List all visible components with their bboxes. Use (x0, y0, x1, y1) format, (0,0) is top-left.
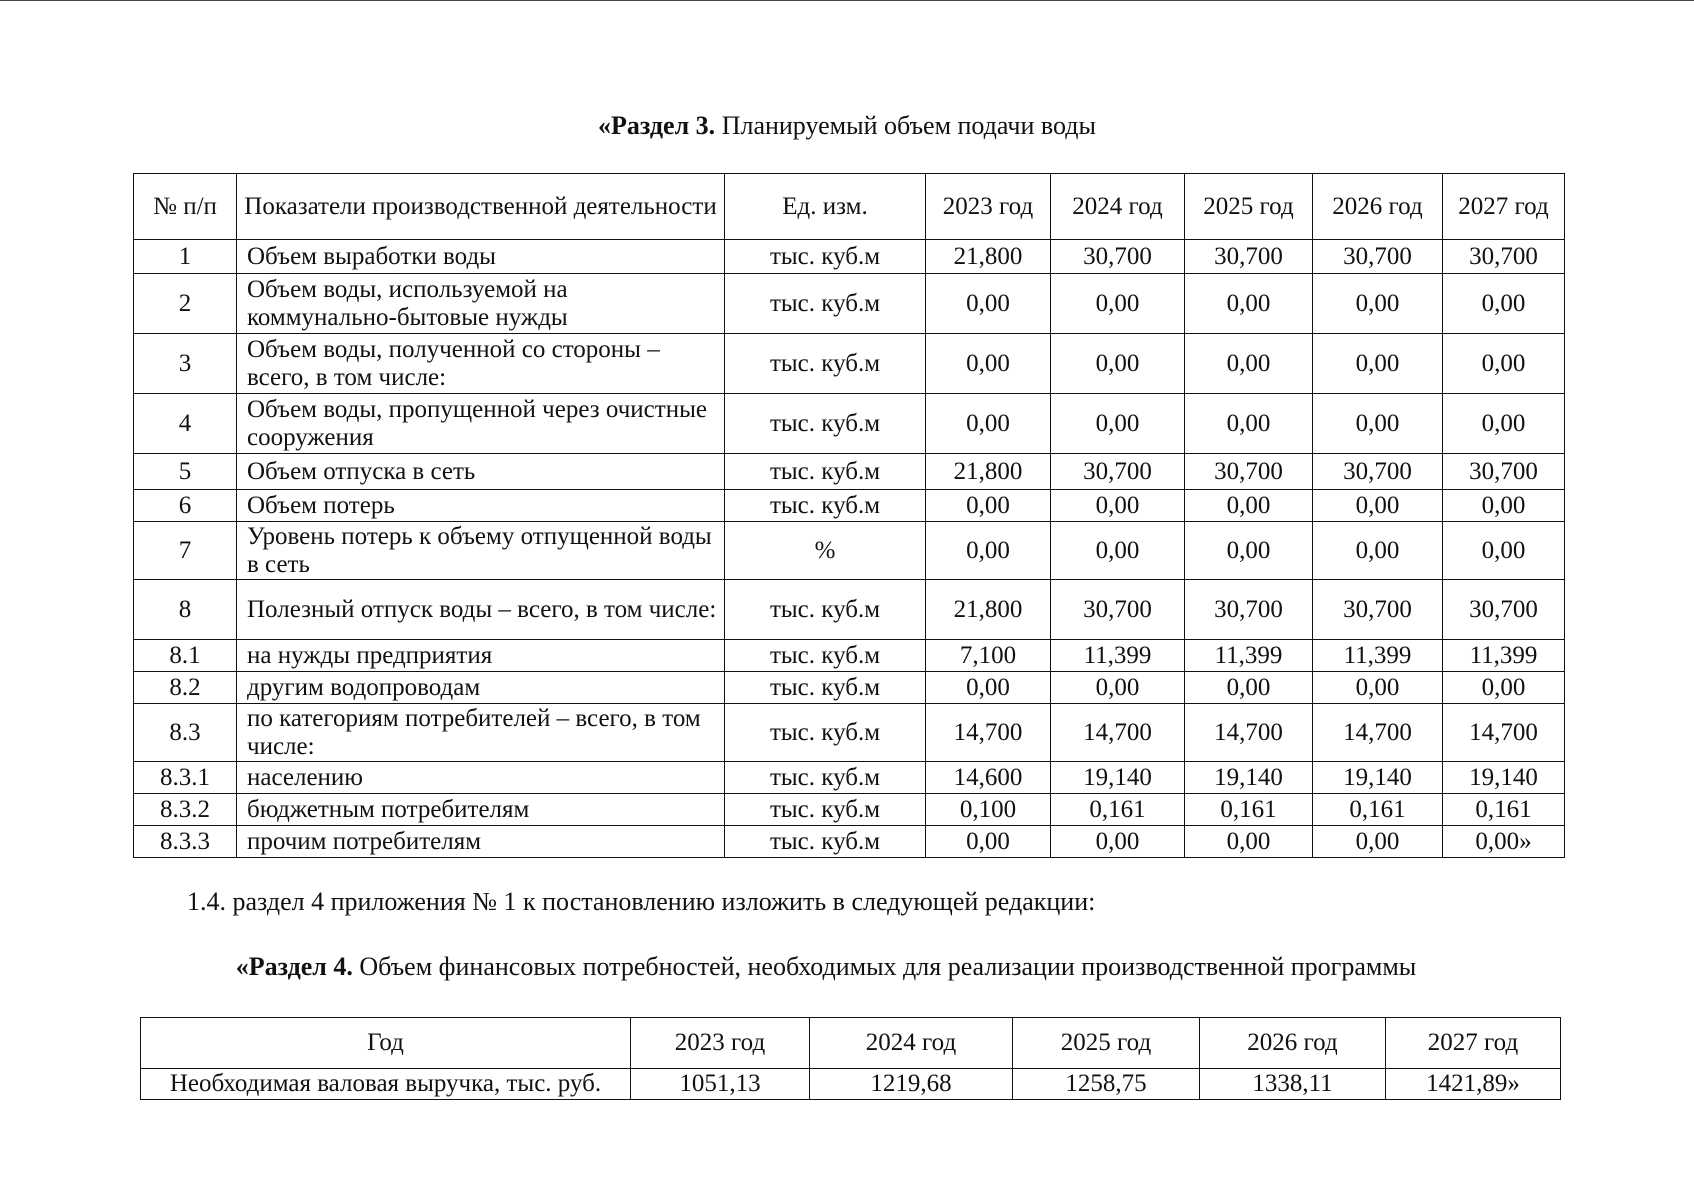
section4-header-2026: 2026 год (1200, 1018, 1386, 1069)
row-value: 0,100 (926, 794, 1051, 826)
row-value: 0,161 (1185, 794, 1313, 826)
table-row (134, 826, 1565, 858)
row-unit: тыс. куб.м (725, 826, 926, 858)
row-value: 19,140 (1185, 762, 1313, 794)
row-value: 0,00 (1051, 672, 1185, 704)
section4-header-2025: 2025 год (1013, 1018, 1200, 1069)
row-indicator: населению (237, 762, 725, 794)
row-value: 19,140 (1051, 762, 1185, 794)
section4-header-year: Год (141, 1018, 631, 1069)
row-value: 0,00» (1443, 826, 1565, 858)
row-value: 30,700 (1313, 580, 1443, 640)
section4-revenue-2027: 1421,89» (1386, 1069, 1561, 1100)
row-value: 21,800 (926, 240, 1051, 274)
section4-heading-bold: «Раздел 4. (235, 952, 353, 981)
row-value: 30,700 (1185, 580, 1313, 640)
row-value: 0,00 (1051, 522, 1185, 580)
col-header-num: № п/п (134, 174, 237, 240)
row-value: 0,00 (926, 672, 1051, 704)
table-row (134, 794, 1565, 826)
row-value: 11,399 (1313, 640, 1443, 672)
row-unit: тыс. куб.м (725, 490, 926, 522)
row-value: 14,600 (926, 762, 1051, 794)
row-value: 7,100 (926, 640, 1051, 672)
row-unit: тыс. куб.м (725, 762, 926, 794)
row-value: 0,00 (926, 490, 1051, 522)
row-value: 14,700 (1185, 704, 1313, 762)
row-value: 0,00 (1443, 490, 1565, 522)
row-unit: тыс. куб.м (725, 704, 926, 762)
row-value: 0,00 (926, 826, 1051, 858)
table-row (134, 394, 1565, 454)
row-value: 14,700 (1443, 704, 1565, 762)
row-value: 11,399 (1051, 640, 1185, 672)
row-value: 19,140 (1313, 762, 1443, 794)
row-value: 0,00 (1443, 394, 1565, 454)
row-value: 0,00 (1185, 490, 1313, 522)
row-number: 2 (134, 274, 237, 334)
top-rule (0, 0, 1694, 1)
row-number: 8.3.2 (134, 794, 237, 826)
table-row (134, 640, 1565, 672)
row-value: 11,399 (1443, 640, 1565, 672)
row-unit: тыс. куб.м (725, 394, 926, 454)
row-unit: тыс. куб.м (725, 454, 926, 490)
col-header-2025: 2025 год (1185, 174, 1313, 240)
row-value: 0,00 (926, 394, 1051, 454)
row-value: 0,00 (1185, 522, 1313, 580)
row-indicator: Уровень потерь к объему отпущенной воды в сеть (237, 522, 725, 580)
col-header-indicator: Показатели производственной деятельности (237, 174, 725, 240)
row-unit: тыс. куб.м (725, 274, 926, 334)
row-value: 0,161 (1051, 794, 1185, 826)
row-indicator: другим водопроводам (237, 672, 725, 704)
row-value: 0,00 (1313, 274, 1443, 334)
row-value: 0,00 (1443, 274, 1565, 334)
row-value: 30,700 (1185, 454, 1313, 490)
row-value: 0,00 (1313, 490, 1443, 522)
row-value: 0,00 (1313, 522, 1443, 580)
table-row (134, 580, 1565, 640)
section4-header-2027: 2027 год (1386, 1018, 1561, 1069)
section4-revenue-row (141, 1069, 1561, 1100)
section4-table (140, 1017, 1561, 1100)
table-row (134, 522, 1565, 580)
row-value: 21,800 (926, 454, 1051, 490)
row-value: 30,700 (1443, 580, 1565, 640)
row-value: 0,00 (1051, 274, 1185, 334)
table-row (134, 672, 1565, 704)
row-number: 8 (134, 580, 237, 640)
section3-heading-bold: «Раздел 3. (598, 111, 716, 140)
row-unit: тыс. куб.м (725, 794, 926, 826)
row-number: 7 (134, 522, 237, 580)
col-header-unit: Ед. изм. (725, 174, 926, 240)
row-number: 4 (134, 394, 237, 454)
row-value: 0,00 (1051, 490, 1185, 522)
row-value: 0,00 (1185, 672, 1313, 704)
section4-heading (0, 952, 1673, 982)
row-value: 0,00 (1185, 826, 1313, 858)
col-header-2023: 2023 год (926, 174, 1051, 240)
table-row (134, 490, 1565, 522)
section3-heading-text: Планируемый объем подачи воды (715, 111, 1096, 140)
row-indicator: бюджетным потребителям (237, 794, 725, 826)
row-value: 30,700 (1313, 240, 1443, 274)
row-indicator: Объем воды, используемой на коммунально-бытовые нужды (237, 274, 725, 334)
row-value: 0,161 (1443, 794, 1565, 826)
row-indicator: Объем выработки воды (237, 240, 725, 274)
row-value: 0,00 (1443, 672, 1565, 704)
row-number: 1 (134, 240, 237, 274)
row-value: 0,00 (926, 334, 1051, 394)
row-value: 0,00 (926, 522, 1051, 580)
section4-revenue-2026: 1338,11 (1200, 1069, 1386, 1100)
row-value: 21,800 (926, 580, 1051, 640)
section4-revenue-2023: 1051,13 (631, 1069, 810, 1100)
row-indicator: Объем воды, полученной со стороны – всего, в том числе: (237, 334, 725, 394)
amendment-paragraph: 1.4. раздел 4 приложения № 1 к постановлению изложить в следующей редакции: (187, 887, 1096, 916)
table-row (134, 454, 1565, 490)
section4-header-2023: 2023 год (631, 1018, 810, 1069)
row-value: 0,00 (1185, 394, 1313, 454)
row-value: 14,700 (926, 704, 1051, 762)
row-value: 30,700 (1051, 580, 1185, 640)
row-number: 5 (134, 454, 237, 490)
section4-revenue-2025: 1258,75 (1013, 1069, 1200, 1100)
row-value: 11,399 (1185, 640, 1313, 672)
row-value: 0,161 (1313, 794, 1443, 826)
row-value: 0,00 (1313, 334, 1443, 394)
row-unit: тыс. куб.м (725, 640, 926, 672)
col-header-2026: 2026 год (1313, 174, 1443, 240)
row-indicator: Полезный отпуск воды – всего, в том числе: (237, 580, 725, 640)
row-value: 19,140 (1443, 762, 1565, 794)
table-row (134, 704, 1565, 762)
row-number: 6 (134, 490, 237, 522)
row-value: 0,00 (1051, 826, 1185, 858)
row-indicator: прочим потребителям (237, 826, 725, 858)
row-unit: тыс. куб.м (725, 672, 926, 704)
section3-header-row (134, 174, 1565, 240)
section4-heading-text: Объем финансовых потребностей, необходимых для реализации производственной программы (352, 952, 1417, 981)
row-value: 0,00 (1313, 826, 1443, 858)
col-header-2024: 2024 год (1051, 174, 1185, 240)
row-indicator: Объем воды, пропущенной через очистные сооружения (237, 394, 725, 454)
row-unit: тыс. куб.м (725, 580, 926, 640)
table-row (134, 274, 1565, 334)
row-value: 30,700 (1051, 454, 1185, 490)
row-number: 8.2 (134, 672, 237, 704)
section4-header-2024: 2024 год (810, 1018, 1013, 1069)
section3-table (133, 173, 1565, 858)
row-number: 8.3.3 (134, 826, 237, 858)
row-value: 0,00 (1443, 334, 1565, 394)
row-indicator: на нужды предприятия (237, 640, 725, 672)
row-value: 30,700 (1443, 240, 1565, 274)
row-number: 8.3 (134, 704, 237, 762)
table-row (134, 762, 1565, 794)
row-indicator: Объем потерь (237, 490, 725, 522)
row-value: 0,00 (926, 274, 1051, 334)
row-value: 30,700 (1051, 240, 1185, 274)
row-value: 30,700 (1443, 454, 1565, 490)
row-value: 30,700 (1313, 454, 1443, 490)
row-value: 0,00 (1051, 334, 1185, 394)
section4-revenue-2024: 1219,68 (810, 1069, 1013, 1100)
row-number: 8.1 (134, 640, 237, 672)
col-header-2027: 2027 год (1443, 174, 1565, 240)
row-value: 0,00 (1051, 394, 1185, 454)
row-value: 0,00 (1313, 394, 1443, 454)
row-value: 0,00 (1185, 274, 1313, 334)
section3-table-body (134, 240, 1565, 858)
row-unit: тыс. куб.м (725, 240, 926, 274)
row-value: 14,700 (1051, 704, 1185, 762)
row-value: 0,00 (1313, 672, 1443, 704)
row-number: 8.3.1 (134, 762, 237, 794)
table-row (134, 334, 1565, 394)
row-value: 0,00 (1185, 334, 1313, 394)
row-number: 3 (134, 334, 237, 394)
section3-heading (0, 111, 1694, 141)
row-value: 14,700 (1313, 704, 1443, 762)
table-row (134, 240, 1565, 274)
section4-revenue-label: Необходимая валовая выручка, тыс. руб. (141, 1069, 631, 1100)
row-value: 0,00 (1443, 522, 1565, 580)
row-value: 30,700 (1185, 240, 1313, 274)
row-indicator: Объем отпуска в сеть (237, 454, 725, 490)
row-unit: % (725, 522, 926, 580)
row-indicator: по категориям потребителей – всего, в том числе: (237, 704, 725, 762)
section4-header-row (141, 1018, 1561, 1069)
row-unit: тыс. куб.м (725, 334, 926, 394)
